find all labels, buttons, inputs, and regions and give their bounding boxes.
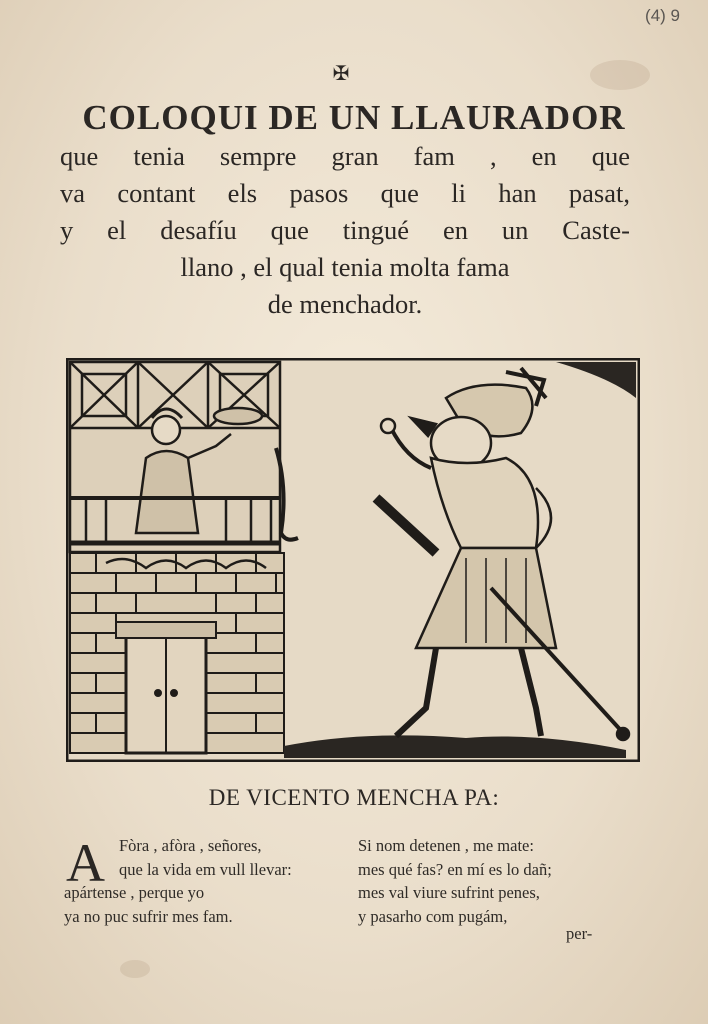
- subtitle-line: que tenia sempre gran fam , en que: [60, 141, 630, 171]
- shelfmark-annotation: (4) 9: [645, 6, 680, 25]
- cross-icon: ✠: [332, 61, 350, 85]
- verse-line: mes val viure sufrint penes,: [358, 883, 540, 902]
- verse-line: Si nom detenen , me mate:: [358, 836, 534, 855]
- page-title: COLOQUI DE UN LLAURADOR: [82, 98, 626, 137]
- subtitle-line: va contant els pasos que li han pasat,: [60, 178, 630, 208]
- verse-line: mes qué fas? en mí es lo dañ;: [358, 859, 552, 879]
- verse-line: apártense , perque yo: [64, 883, 205, 902]
- balcony-building: [70, 362, 298, 552]
- brick-wall: [70, 553, 284, 753]
- subtitle-line: y el desafíu que tingué en un Caste-: [60, 215, 630, 245]
- paper-stain: [120, 960, 150, 978]
- author-heading: DE VICENTO MENCHA PA:: [208, 785, 500, 810]
- catchword: per-: [566, 924, 593, 943]
- drop-cap: A: [66, 833, 105, 893]
- subtitle-line: de menchador.: [267, 289, 423, 319]
- subtitle: [60, 138, 630, 323]
- subtitle-line: llano , el qual tenia molta fama: [180, 252, 510, 282]
- verse-column-left: [64, 834, 292, 928]
- paper-stain: [590, 60, 650, 90]
- verse-column-right: [358, 834, 552, 928]
- verse-line: Fòra , afòra , señores,: [119, 836, 262, 855]
- verse-line: que la vida em vull llevar:: [119, 859, 292, 879]
- woodcut-illustration: [66, 358, 640, 762]
- verse-line: y pasarho com pugám,: [358, 906, 508, 926]
- verse-line: ya no puc sufrir mes fam.: [64, 906, 233, 926]
